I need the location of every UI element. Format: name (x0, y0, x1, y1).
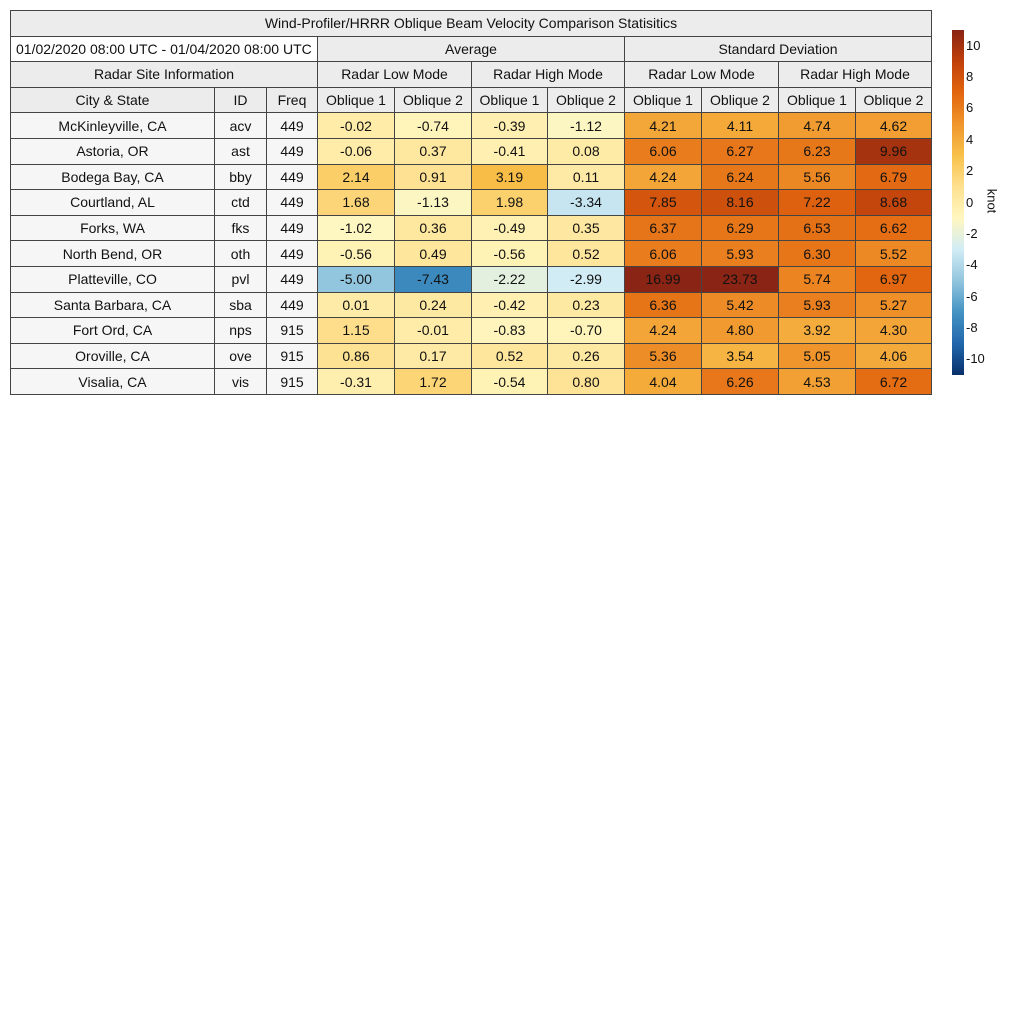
value-cell: 0.52 (472, 343, 548, 369)
value-cell: 0.01 (318, 292, 395, 318)
value-cell: -0.41 (472, 138, 548, 164)
site-city: Santa Barbara, CA (11, 292, 215, 318)
site-id: ctd (215, 190, 267, 216)
value-cell: -1.02 (318, 215, 395, 241)
value-cell: 7.85 (625, 190, 702, 216)
site-freq: 449 (267, 241, 318, 267)
site-city: Forks, WA (11, 215, 215, 241)
site-city: Astoria, OR (11, 138, 215, 164)
value-cell: 4.24 (625, 318, 702, 344)
colorbar-unit-label: knot (984, 188, 1000, 214)
column-header-avg-high-oblique-1: Oblique 1 (472, 87, 548, 113)
date-range: 01/02/2020 08:00 UTC - 01/04/2020 08:00 UTC (11, 36, 318, 62)
site-id: acv (215, 113, 267, 139)
column-header-id: ID (215, 87, 267, 113)
site-id: fks (215, 215, 267, 241)
value-cell: 5.56 (779, 164, 856, 190)
value-cell: 6.97 (856, 266, 932, 292)
site-id: ove (215, 343, 267, 369)
value-cell: -1.12 (548, 113, 625, 139)
table-row (11, 113, 932, 139)
value-cell: 9.96 (856, 138, 932, 164)
colorbar-tick-label: -6 (966, 288, 978, 304)
value-cell: -0.01 (395, 318, 472, 344)
value-cell: 4.24 (625, 164, 702, 190)
value-cell: -7.43 (395, 266, 472, 292)
value-cell: -0.49 (472, 215, 548, 241)
site-freq: 449 (267, 113, 318, 139)
value-cell: -0.70 (548, 318, 625, 344)
value-cell: 4.74 (779, 113, 856, 139)
value-cell: 3.92 (779, 318, 856, 344)
value-cell: -0.31 (318, 369, 395, 395)
value-cell: 5.36 (625, 343, 702, 369)
site-city: Visalia, CA (11, 369, 215, 395)
value-cell: -3.34 (548, 190, 625, 216)
column-header-avg-high-oblique-2: Oblique 2 (548, 87, 625, 113)
mode-header-std-high: Radar High Mode (779, 62, 932, 88)
value-cell: 6.26 (702, 369, 779, 395)
value-cell: -0.54 (472, 369, 548, 395)
value-cell: 6.72 (856, 369, 932, 395)
column-header-std-low-oblique-1: Oblique 1 (625, 87, 702, 113)
value-cell: 5.27 (856, 292, 932, 318)
mode-header-std-low: Radar Low Mode (625, 62, 779, 88)
value-cell: 1.72 (395, 369, 472, 395)
site-id: pvl (215, 266, 267, 292)
value-cell: 0.52 (548, 241, 625, 267)
value-cell: 6.37 (625, 215, 702, 241)
value-cell: 4.06 (856, 343, 932, 369)
value-cell: 6.79 (856, 164, 932, 190)
value-cell: 0.37 (395, 138, 472, 164)
value-cell: -0.83 (472, 318, 548, 344)
site-freq: 449 (267, 266, 318, 292)
site-id: bby (215, 164, 267, 190)
value-cell: 5.93 (702, 241, 779, 267)
value-cell: 16.99 (625, 266, 702, 292)
column-header-avg-low-oblique-2: Oblique 2 (395, 87, 472, 113)
value-cell: 7.22 (779, 190, 856, 216)
value-cell: -0.02 (318, 113, 395, 139)
group-header-average: Average (318, 36, 625, 62)
value-cell: -0.56 (472, 241, 548, 267)
value-cell: 5.52 (856, 241, 932, 267)
site-freq: 915 (267, 318, 318, 344)
table-row (11, 266, 932, 292)
table-row (11, 343, 932, 369)
value-cell: 4.21 (625, 113, 702, 139)
mode-header-average-high: Radar High Mode (472, 62, 625, 88)
group-header-standard-deviation: Standard Deviation (625, 36, 932, 62)
value-cell: 0.26 (548, 343, 625, 369)
value-cell: 6.53 (779, 215, 856, 241)
site-freq: 449 (267, 138, 318, 164)
value-cell: -0.06 (318, 138, 395, 164)
value-cell: 6.29 (702, 215, 779, 241)
value-cell: 4.04 (625, 369, 702, 395)
column-header-std-low-oblique-2: Oblique 2 (702, 87, 779, 113)
value-cell: 6.36 (625, 292, 702, 318)
value-cell: 6.06 (625, 138, 702, 164)
table-row (11, 190, 932, 216)
value-cell: 4.53 (779, 369, 856, 395)
value-cell: 6.23 (779, 138, 856, 164)
mode-header-average-low: Radar Low Mode (318, 62, 472, 88)
site-city: Courtland, AL (11, 190, 215, 216)
site-id: oth (215, 241, 267, 267)
chart-title: Wind-Profiler/HRRR Oblique Beam Velocity Comparison Statisitics (11, 11, 932, 37)
site-info-header: Radar Site Information (11, 62, 318, 88)
site-freq: 449 (267, 190, 318, 216)
value-cell: -2.22 (472, 266, 548, 292)
value-cell: 1.98 (472, 190, 548, 216)
column-header-city-state: City & State (11, 87, 215, 113)
site-id: sba (215, 292, 267, 318)
value-cell: -5.00 (318, 266, 395, 292)
site-city: Fort Ord, CA (11, 318, 215, 344)
value-cell: 0.86 (318, 343, 395, 369)
table-row (11, 215, 932, 241)
colorbar-tick-label: 8 (966, 69, 974, 85)
column-header-avg-low-oblique-1: Oblique 1 (318, 87, 395, 113)
value-cell: 0.49 (395, 241, 472, 267)
value-cell: -1.13 (395, 190, 472, 216)
table-row (11, 164, 932, 190)
site-id: nps (215, 318, 267, 344)
colorbar-tick-label: 2 (966, 163, 974, 179)
value-cell: 4.30 (856, 318, 932, 344)
site-city: Bodega Bay, CA (11, 164, 215, 190)
value-cell: 0.17 (395, 343, 472, 369)
value-cell: -0.56 (318, 241, 395, 267)
statistics-table (10, 10, 932, 395)
site-id: vis (215, 369, 267, 395)
colorbar-tick-label: 0 (966, 194, 974, 210)
value-cell: 0.23 (548, 292, 625, 318)
site-city: McKinleyville, CA (11, 113, 215, 139)
column-header-std-high-oblique-1: Oblique 1 (779, 87, 856, 113)
value-cell: 8.16 (702, 190, 779, 216)
value-cell: -0.74 (395, 113, 472, 139)
value-cell: 0.11 (548, 164, 625, 190)
site-city: North Bend, OR (11, 241, 215, 267)
table-row (11, 369, 932, 395)
value-cell: 6.30 (779, 241, 856, 267)
colorbar-tick-label: -8 (966, 319, 978, 335)
site-city: Platteville, CO (11, 266, 215, 292)
value-cell: 6.24 (702, 164, 779, 190)
column-header-freq: Freq (267, 87, 318, 113)
value-cell: 1.68 (318, 190, 395, 216)
site-freq: 449 (267, 292, 318, 318)
value-cell: 4.62 (856, 113, 932, 139)
value-cell: 6.62 (856, 215, 932, 241)
value-cell: 0.36 (395, 215, 472, 241)
value-cell: 4.80 (702, 318, 779, 344)
table-row (11, 241, 932, 267)
colorbar-tick-label: 10 (966, 37, 981, 53)
value-cell: 23.73 (702, 266, 779, 292)
value-cell: 1.15 (318, 318, 395, 344)
value-cell: 2.14 (318, 164, 395, 190)
colorbar-tick-label: -10 (966, 351, 985, 367)
site-id: ast (215, 138, 267, 164)
table-row (11, 292, 932, 318)
colorbar-tick-label: -2 (966, 225, 978, 241)
value-cell: 3.54 (702, 343, 779, 369)
value-cell: 3.19 (472, 164, 548, 190)
colorbar-tick-label: 4 (966, 131, 974, 147)
value-cell: 5.93 (779, 292, 856, 318)
value-cell: -0.39 (472, 113, 548, 139)
value-cell: 8.68 (856, 190, 932, 216)
value-cell: 0.91 (395, 164, 472, 190)
value-cell: 0.24 (395, 292, 472, 318)
value-cell: 6.27 (702, 138, 779, 164)
site-freq: 915 (267, 343, 318, 369)
value-cell: 5.42 (702, 292, 779, 318)
value-cell: 4.11 (702, 113, 779, 139)
site-city: Oroville, CA (11, 343, 215, 369)
site-freq: 915 (267, 369, 318, 395)
value-cell: -2.99 (548, 266, 625, 292)
value-cell: 0.08 (548, 138, 625, 164)
value-cell: 0.35 (548, 215, 625, 241)
table-row (11, 318, 932, 344)
table-row (11, 138, 932, 164)
column-header-std-high-oblique-2: Oblique 2 (856, 87, 932, 113)
value-cell: 0.80 (548, 369, 625, 395)
value-cell: 5.74 (779, 266, 856, 292)
site-freq: 449 (267, 215, 318, 241)
value-cell: 6.06 (625, 241, 702, 267)
value-cell: -0.42 (472, 292, 548, 318)
value-cell: 5.05 (779, 343, 856, 369)
site-freq: 449 (267, 164, 318, 190)
colorbar-tick-label: 6 (966, 100, 974, 116)
colorbar-tick-label: -4 (966, 257, 978, 273)
